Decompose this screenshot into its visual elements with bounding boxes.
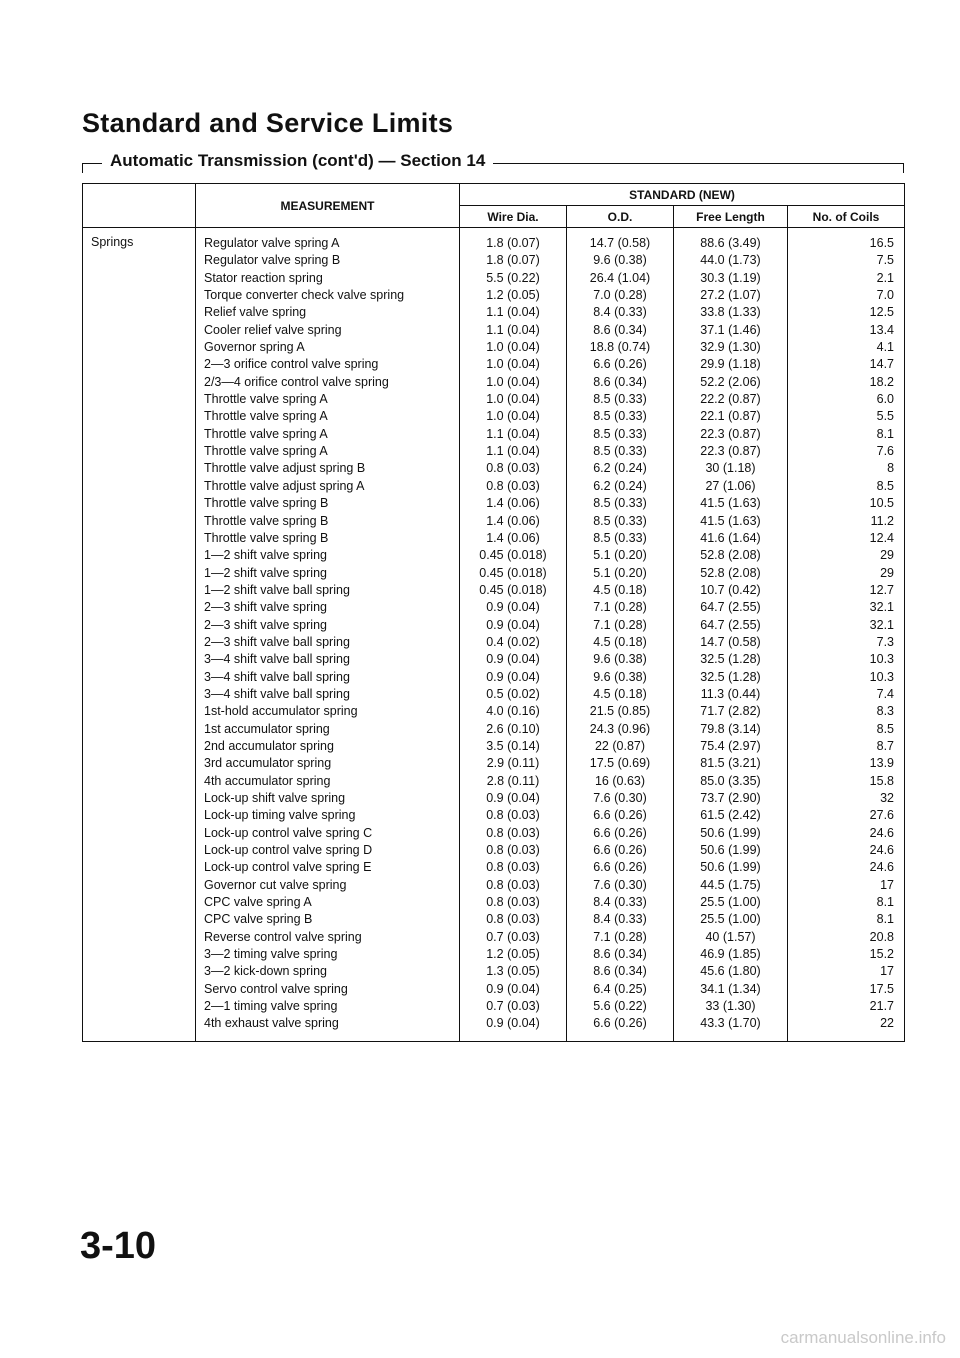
table-cell: 0.7 (0.03) — [486, 929, 540, 944]
table-cell: 0.9 (0.04) — [486, 981, 540, 996]
table-cell: 0.8 (0.03) — [486, 478, 540, 493]
table-cell: 22 — [880, 1016, 895, 1031]
table-cell: 7.0 (0.28) — [593, 288, 647, 303]
table-cell: 8.1 — [876, 426, 895, 441]
table-cell: 44.5 (1.75) — [700, 877, 761, 892]
table-cell: 41.5 (1.63) — [700, 513, 761, 528]
table-cell: 17.5 (0.69) — [589, 756, 651, 771]
table-cell: Throttle valve adjust spring A — [204, 478, 365, 493]
table-cell: Servo control valve spring — [204, 981, 348, 996]
table-cell: CPC valve spring B — [204, 912, 313, 927]
page-number: 3-10 — [80, 1225, 157, 1267]
table-cell: 1.8 (0.07) — [486, 236, 540, 250]
section-bracket-right — [903, 163, 904, 173]
table-cell: 8.7 — [876, 738, 895, 753]
table-cell: 50.6 (1.99) — [700, 843, 761, 858]
table-cell: 9.6 (0.38) — [593, 253, 647, 268]
table-cell: 8.5 (0.33) — [593, 444, 647, 459]
table-cell: 4th accumulator spring — [204, 773, 331, 788]
table-cell: Lock-up control valve spring D — [204, 843, 373, 858]
table-cell: 1.0 (0.04) — [486, 340, 540, 355]
table-cell: 5.6 (0.22) — [593, 999, 647, 1014]
table-cell: 22 (0.87) — [594, 738, 646, 753]
table-cell: 6.2 (0.24) — [593, 478, 647, 493]
header-standard: STANDARD (NEW) — [460, 184, 905, 206]
table-cell: Governor cut valve spring — [204, 877, 347, 892]
table-cell: 25.5 (1.00) — [700, 912, 761, 927]
table-cell: 2.9 (0.11) — [486, 756, 540, 771]
table-cell: 1—2 shift valve spring — [204, 548, 327, 563]
table-cell: 33 (1.30) — [705, 999, 756, 1014]
table-cell: 79.8 (3.14) — [700, 721, 761, 736]
table-cell: 2—3 shift valve spring — [204, 600, 327, 615]
table-cell: 11.2 — [870, 513, 895, 528]
table-cell: 2—3 shift valve ball spring — [204, 634, 350, 649]
table-cell: 11.3 (0.44) — [700, 686, 761, 701]
header-measurement: MEASUREMENT — [196, 184, 460, 228]
table-cell: 7.1 (0.28) — [593, 617, 647, 632]
table-cell: 4.5 (0.18) — [593, 582, 647, 597]
table-cell: 29 — [880, 548, 895, 563]
header-od: O.D. — [567, 206, 674, 228]
spring-names-column — [196, 228, 460, 1042]
table-cell: 8.6 (0.34) — [593, 964, 647, 979]
table-cell: 1.4 (0.06) — [486, 530, 540, 545]
table-cell: 34.1 (1.34) — [700, 981, 761, 996]
header-coils: No. of Coils — [788, 206, 905, 228]
table-cell: 43.3 (1.70) — [700, 1016, 761, 1031]
header-wire-dia: Wire Dia. — [460, 206, 567, 228]
table-cell: 2—3 orifice control valve spring — [204, 357, 379, 372]
table-cell: Throttle valve spring B — [204, 496, 329, 511]
table-cell: 24.3 (0.96) — [589, 721, 651, 736]
table-cell: Governor spring A — [204, 340, 305, 355]
table-cell: 8.5 (0.33) — [593, 513, 647, 528]
table-cell: 5.5 (0.22) — [486, 270, 540, 285]
table-cell: 18.8 (0.74) — [589, 340, 651, 355]
table-cell: 7.1 (0.28) — [593, 929, 647, 944]
table-cell: 1.1 (0.04) — [486, 444, 540, 459]
table-cell: 32.9 (1.30) — [700, 340, 761, 355]
table-cell: 3—2 timing valve spring — [204, 947, 338, 962]
table-cell: 10.7 (0.42) — [700, 582, 761, 597]
table-cell: 8.5 — [876, 478, 895, 493]
wire-dia-column — [460, 228, 567, 1042]
table-cell: 6.6 (0.26) — [593, 357, 647, 372]
table-cell: 27 (1.06) — [705, 478, 756, 493]
table-cell: 12.5 — [869, 305, 895, 320]
table-cell: 7.5 — [876, 253, 895, 268]
table-cell: 0.9 (0.04) — [486, 652, 540, 667]
table-cell: 1.2 (0.05) — [486, 288, 540, 303]
table-cell: 3—2 kick-down spring — [204, 964, 327, 979]
table-cell: 29.9 (1.18) — [700, 357, 761, 372]
table-cell: 24.6 — [869, 843, 895, 858]
table-cell: 45.6 (1.80) — [700, 964, 761, 979]
table-cell: 4.5 (0.18) — [593, 686, 647, 701]
table-cell: 17 — [880, 964, 895, 979]
table-cell: 8.4 (0.33) — [593, 895, 647, 910]
table-cell: 6.6 (0.26) — [593, 843, 647, 858]
table-cell: 40 (1.57) — [705, 929, 756, 944]
page-title: Standard and Service Limits — [82, 108, 454, 138]
table-cell: 8.6 (0.34) — [593, 322, 647, 337]
table-cell: 8.5 (0.33) — [593, 409, 647, 424]
table-cell: 2—1 timing valve spring — [204, 999, 338, 1014]
table-cell: 1st-hold accumulator spring — [204, 704, 358, 719]
table-cell: 85.0 (3.35) — [700, 773, 761, 788]
table-cell: 81.5 (3.21) — [700, 756, 761, 771]
table-cell: 5.1 (0.20) — [593, 548, 647, 563]
table-cell: 22.1 (0.87) — [700, 409, 761, 424]
table-cell: 7.0 — [876, 288, 895, 303]
table-cell: 22.2 (0.87) — [700, 392, 761, 407]
table-cell: 7.3 — [876, 634, 895, 649]
table-cell: Lock-up timing valve spring — [204, 808, 356, 823]
table-cell: 8.5 (0.33) — [593, 496, 647, 511]
table-cell: 0.8 (0.03) — [486, 808, 540, 823]
table-cell: 8.4 (0.33) — [593, 305, 647, 320]
table-cell: 0.8 (0.03) — [486, 843, 540, 858]
table-cell: 14.7 (0.58) — [589, 236, 651, 250]
header-free-length: Free Length — [674, 206, 788, 228]
table-cell: 8.5 (0.33) — [593, 530, 647, 545]
table-cell: 5.5 — [876, 409, 895, 424]
table-cell: 32.5 (1.28) — [700, 669, 761, 684]
table-cell: 88.6 (3.49) — [700, 236, 761, 250]
table-cell: 0.5 (0.02) — [486, 686, 540, 701]
table-cell: 10.5 — [869, 496, 895, 511]
table-cell: 15.2 — [869, 947, 895, 962]
table-cell: 32 — [880, 791, 895, 805]
table-cell: 32.1 — [869, 617, 895, 632]
table-cell: Throttle valve adjust spring B — [204, 461, 366, 476]
table-cell: 33.8 (1.33) — [700, 305, 761, 320]
table-cell: 3—4 shift valve ball spring — [204, 686, 350, 701]
table-cell: Cooler relief valve spring — [204, 322, 342, 337]
table-cell: Throttle valve spring A — [204, 426, 328, 441]
free-length-column — [674, 228, 788, 1042]
table-cell: 8.5 (0.33) — [593, 426, 647, 441]
table-cell: 1.4 (0.06) — [486, 513, 540, 528]
table-cell: 1—2 shift valve spring — [204, 565, 327, 580]
table-cell: 15.8 — [869, 773, 895, 788]
table-cell: 52.8 (2.08) — [700, 565, 761, 580]
table-cell: Relief valve spring — [204, 305, 307, 320]
watermark: carmanualsonline.info — [780, 1328, 946, 1347]
spec-table — [82, 183, 905, 1042]
table-cell: 2nd accumulator spring — [204, 738, 334, 753]
table-cell: Reverse control valve spring — [204, 929, 362, 944]
table-cell: 16 (0.63) — [594, 773, 646, 788]
table-cell: 9.6 (0.38) — [593, 652, 647, 667]
table-cell: 8.4 (0.33) — [593, 912, 647, 927]
table-cell: 1—2 shift valve ball spring — [204, 582, 350, 597]
table-cell: 27.6 — [869, 808, 895, 823]
table-cell: 1.0 (0.04) — [486, 357, 540, 372]
table-cell: 17 — [880, 877, 895, 892]
table-cell: 8.6 (0.34) — [593, 374, 647, 389]
table-cell: 1.0 (0.04) — [486, 374, 540, 389]
table-cell: 6.0 — [876, 392, 895, 407]
table-cell: 21.7 — [869, 999, 895, 1014]
table-cell: 8.5 — [876, 721, 895, 736]
table-cell: Throttle valve spring B — [204, 530, 329, 545]
table-cell: 0.9 (0.04) — [486, 791, 540, 805]
table-cell: 8 — [887, 461, 895, 476]
table-cell: 7.4 — [876, 686, 895, 701]
table-cell: 1.1 (0.04) — [486, 305, 540, 320]
table-cell: 17.5 — [869, 981, 895, 996]
table-cell: 24.6 — [869, 825, 895, 840]
table-cell: 16.5 — [869, 236, 895, 250]
table-cell: 1st accumulator spring — [204, 721, 330, 736]
table-cell: 8.1 — [876, 895, 895, 910]
table-cell: 2.6 (0.10) — [486, 721, 540, 736]
table-cell: 52.8 (2.08) — [700, 548, 761, 563]
table-cell: 32.1 — [869, 600, 895, 615]
table-cell: 30.3 (1.19) — [700, 270, 761, 285]
table-cell: Regulator valve spring B — [204, 253, 341, 268]
table-cell: 1.3 (0.05) — [486, 964, 540, 979]
table-cell: 7.6 (0.30) — [593, 791, 647, 805]
table-cell: 50.6 (1.99) — [700, 825, 761, 840]
table-cell: 0.9 (0.04) — [486, 617, 540, 632]
table-cell: 6.6 (0.26) — [593, 825, 647, 840]
table-cell: Regulator valve spring A — [204, 236, 340, 250]
table-cell: 22.3 (0.87) — [700, 426, 761, 441]
table-cell: 24.6 — [869, 860, 895, 875]
coils-column — [788, 228, 905, 1042]
table-cell: 3rd accumulator spring — [204, 756, 332, 771]
table-cell: Lock-up control valve spring E — [204, 860, 372, 875]
table-cell: 0.7 (0.03) — [486, 999, 540, 1014]
table-cell: 27.2 (1.07) — [700, 288, 761, 303]
table-cell: 10.3 — [869, 669, 895, 684]
table-cell: 71.7 (2.82) — [700, 704, 761, 719]
table-cell: 20.8 — [869, 929, 895, 944]
table-cell: 0.4 (0.02) — [486, 634, 540, 649]
table-cell: 61.5 (2.42) — [700, 808, 761, 823]
table-cell: 14.7 — [869, 357, 895, 372]
table-cell: CPC valve spring A — [204, 895, 312, 910]
table-cell: 1.0 (0.04) — [486, 392, 540, 407]
table-cell: Throttle valve spring A — [204, 392, 328, 407]
table-cell: 25.5 (1.00) — [700, 895, 761, 910]
table-cell: 3—4 shift valve ball spring — [204, 652, 350, 667]
table-cell: 26.4 (1.04) — [589, 270, 651, 285]
table-cell: 37.1 (1.46) — [700, 322, 761, 337]
table-cell: 4th exhaust valve spring — [204, 1016, 339, 1031]
table-cell: 52.2 (2.06) — [700, 374, 761, 389]
table-cell: Lock-up control valve spring C — [204, 825, 373, 840]
table-cell: 6.2 (0.24) — [593, 461, 647, 476]
table-cell: 29 — [880, 565, 895, 580]
table-cell: 2/3—4 orifice control valve spring — [204, 374, 389, 389]
table-cell: 14.7 (0.58) — [700, 634, 761, 649]
table-cell: 0.8 (0.03) — [486, 860, 540, 875]
table-cell: 44.0 (1.73) — [700, 253, 761, 268]
section-title: Automatic Transmission (cont'd) — Section 14 — [102, 151, 493, 171]
table-cell: 46.9 (1.85) — [700, 947, 761, 962]
table-cell: 1.2 (0.05) — [486, 947, 540, 962]
table-cell: 41.5 (1.63) — [700, 496, 761, 511]
table-cell: 1.4 (0.06) — [486, 496, 540, 511]
table-cell: 64.7 (2.55) — [700, 600, 761, 615]
table-cell: Lock-up shift valve spring — [204, 791, 346, 805]
table-cell: 12.4 — [869, 530, 895, 545]
table-cell: 32.5 (1.28) — [700, 652, 761, 667]
table-cell: 6.6 (0.26) — [593, 1016, 647, 1031]
table-cell: 22.3 (0.87) — [700, 444, 761, 459]
table-cell: 7.6 — [876, 444, 895, 459]
table-cell: 0.8 (0.03) — [486, 877, 540, 892]
table-cell: 73.7 (2.90) — [700, 791, 761, 805]
table-cell: 6.6 (0.26) — [593, 860, 647, 875]
table-cell: Throttle valve spring A — [204, 409, 328, 424]
table-cell: 1.8 (0.07) — [486, 253, 540, 268]
table-cell: 12.7 — [869, 582, 895, 597]
table-cell: 5.1 (0.20) — [593, 565, 647, 580]
table-cell: 1.1 (0.04) — [486, 322, 540, 337]
table-cell: 0.9 (0.04) — [486, 1016, 540, 1031]
section-bracket-left — [82, 163, 83, 173]
table-cell: 6.6 (0.26) — [593, 808, 647, 823]
table-cell: 8.3 — [876, 704, 895, 719]
category-cell: Springs — [83, 228, 196, 1042]
table-cell: 8.6 (0.34) — [593, 947, 647, 962]
header-blank — [83, 184, 196, 228]
table-cell: 75.4 (2.97) — [700, 738, 761, 753]
table-cell: 0.8 (0.03) — [486, 825, 540, 840]
table-cell: 10.3 — [869, 652, 895, 667]
table-cell: 7.1 (0.28) — [593, 600, 647, 615]
table-cell: 64.7 (2.55) — [700, 617, 761, 632]
table-cell: 4.0 (0.16) — [486, 704, 540, 719]
table-cell: 13.4 — [869, 322, 895, 337]
table-cell: 2—3 shift valve spring — [204, 617, 327, 632]
table-cell: 0.9 (0.04) — [486, 600, 540, 615]
table-cell: 21.5 (0.85) — [589, 704, 651, 719]
table-cell: 3.5 (0.14) — [486, 738, 540, 753]
table-cell: Throttle valve spring A — [204, 444, 328, 459]
table-cell: 4.5 (0.18) — [593, 634, 647, 649]
table-cell: 2.8 (0.11) — [486, 773, 540, 788]
table-cell: Throttle valve spring B — [204, 513, 329, 528]
table-cell: 0.8 (0.03) — [486, 895, 540, 910]
table-cell: 9.6 (0.38) — [593, 669, 647, 684]
table-cell: 6.4 (0.25) — [593, 981, 647, 996]
table-cell: 8.5 (0.33) — [593, 392, 647, 407]
table-cell: 0.9 (0.04) — [486, 669, 540, 684]
table-cell: 1.0 (0.04) — [486, 409, 540, 424]
table-cell: 0.45 (0.018) — [479, 548, 547, 563]
table-cell: 50.6 (1.99) — [700, 860, 761, 875]
table-cell: 0.8 (0.03) — [486, 912, 540, 927]
table-cell: 41.6 (1.64) — [700, 530, 761, 545]
table-cell: 30 (1.18) — [705, 461, 756, 476]
od-column — [567, 228, 674, 1042]
table-cell: Torque converter check valve spring — [204, 288, 405, 303]
table-cell: 0.45 (0.018) — [479, 565, 547, 580]
table-cell: 0.8 (0.03) — [486, 461, 540, 476]
table-cell: 18.2 — [869, 374, 895, 389]
table-cell: 1.1 (0.04) — [486, 426, 540, 441]
table-cell: 4.1 — [876, 340, 895, 355]
table-cell: 0.45 (0.018) — [479, 582, 547, 597]
table-cell: Stator reaction spring — [204, 270, 323, 285]
table-cell: 7.6 (0.30) — [593, 877, 647, 892]
table-cell: 2.1 — [876, 270, 895, 285]
table-cell: 8.1 — [876, 912, 895, 927]
table-cell: 13.9 — [869, 756, 895, 771]
table-cell: 3—4 shift valve ball spring — [204, 669, 350, 684]
